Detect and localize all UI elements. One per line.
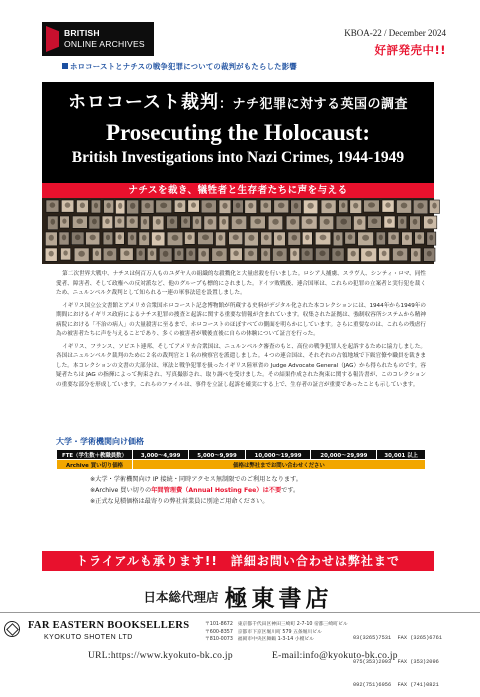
pricing-row-fte bbox=[57, 450, 426, 460]
fte-tier-5: 30,001 以上 bbox=[377, 450, 426, 460]
fte-tier-1: 3,000〜4,999 bbox=[133, 450, 189, 460]
pricing-heading: 大学・学術機関向け価格 bbox=[56, 437, 144, 446]
subtitle bbox=[62, 61, 297, 72]
pricing-row-archive bbox=[57, 460, 426, 470]
agent-label: 日本総代理店 bbox=[143, 589, 219, 605]
pricing-table bbox=[56, 449, 426, 470]
note-3: ※正式な見積価格は最寄りの弊社営業員に別途ご用命ください。 bbox=[90, 498, 269, 505]
address-tokyo: 〒101-8672 東京都千代田区神田三崎町 2-7-10 帝都三崎町ビル bbox=[205, 622, 348, 627]
website-link[interactable]: URL:https://www.kyokuto-bk.co.jp bbox=[88, 651, 233, 661]
note-2-highlight: 年間管理費（Annual Hosting Fee）は不要 bbox=[151, 487, 282, 494]
fte-tier-4: 20,000〜29,999 bbox=[311, 450, 377, 460]
title-english-line2: British Investigations into Nazi Crimes, 1944-1949 bbox=[71, 149, 405, 166]
footer-divider bbox=[0, 612, 480, 613]
note-2-post: です。 bbox=[281, 487, 300, 494]
addresses bbox=[205, 621, 348, 644]
body-text bbox=[56, 270, 426, 393]
paragraph-3: イギリス、フランス、ソビエト連邦、そしてアメリカ合衆国は、ニュルンベルク審査のもと、高位の戦争犯罪人を起訴するために協力しました。各国はニュルンベルク裁判のために２名の裁判官と１名の検察官を派遣しました。４つの連合国は、それぞれの占領地域で下級官僚や職員を裁きました。本コレクションの文書の大部分は、軍法と戦争犯罪を扱ったイギリス陸軍省の Judge Advocate General（JAG）から得られたものです。容疑者たちは JAG の指揮によって拘束され、写真撮影され、取り調べを受けました。その結果作成された拘束に関する報告書が、このコレクションの重要な部分を形成しています。これらのファイルは、事件を立証し起訴を確実にする上で、生存者の証言が重要であったことも示しています。 bbox=[56, 343, 426, 388]
pricing-notes bbox=[90, 474, 302, 507]
note-1: ※大学・学術機関向け IP 接続・同時アクセス無制限でのご利用となります。 bbox=[90, 476, 302, 483]
note-2 bbox=[90, 485, 302, 496]
title-jp-main: ホロコースト裁判 bbox=[67, 92, 220, 113]
address-kyoto: 〒600-8357 京都市下京区堀川町 579 五条堀川ビル bbox=[205, 629, 322, 635]
phone-kyoto: 075(353)2093 FAX (353)2096 bbox=[353, 658, 439, 665]
fte-tier-3: 10,000〜19,999 bbox=[245, 450, 311, 460]
square-bullet-icon bbox=[62, 63, 68, 69]
logo-line1: BRITISH bbox=[64, 28, 100, 38]
memorial-photo-wall bbox=[42, 198, 434, 264]
agent-name: 極東書店 bbox=[224, 586, 333, 612]
archive-price-value: 価格は弊社までお問い合わせください bbox=[133, 460, 426, 470]
note-2-pre: ※Archive 買い切りの bbox=[90, 487, 152, 494]
subtitle-text: ホロコーストとナチスの戦争犯罪についての裁判がもたらした影響 bbox=[70, 62, 297, 71]
archive-price-label: Archive 買い切り価格 bbox=[57, 460, 133, 470]
title-english-line1: Prosecuting the Holocaust: bbox=[105, 120, 371, 145]
far-eastern-logo-icon bbox=[4, 621, 20, 637]
company-name-en: FAR EASTERN BOOKSELLERS bbox=[28, 620, 190, 631]
agent-block bbox=[42, 580, 434, 613]
address-fukuoka: 〒810-0073 福岡市中央区舞鶴 1-3-14 小榎ビル bbox=[205, 637, 314, 643]
title-jp-sub: ：ナチ犯罪に対する英国の調査 bbox=[219, 97, 409, 112]
fte-label: FTE（学生数＋教職員数） bbox=[57, 450, 133, 460]
email-link[interactable]: E-mail:info@kyokuto-bk.co.jp bbox=[272, 651, 398, 661]
company-name-sub: KYOKUTO SHOTEN LTD bbox=[44, 634, 133, 641]
british-online-archives-logo bbox=[42, 22, 154, 56]
title-japanese bbox=[42, 91, 434, 117]
phone-fukuoka: 092(751)6956 FAX (741)0821 bbox=[353, 681, 439, 688]
tagline-band: ナチスを裁き、犠牲者と生存者たちに声を与える bbox=[42, 183, 434, 198]
trial-band: トライアルも承ります!! 詳細お問い合わせは弊社まで bbox=[42, 551, 434, 571]
title-block bbox=[42, 82, 434, 183]
paragraph-1: 第二次世界大戦中、ナチスは何百万人ものユダヤ人の組織的な殺戮化と大量虐殺を行いました。ロシア人捕虜、スラヴ人、シンティ・ロマ、同性愛者、障害者、そして政権への反対派など、他のグループも標的にされました。ドイツ敗戦後、連合国軍は、これらの犯罪の立案者と実行犯を裁くため、ニュルンベルク裁判として知られる一連の軍事法廷を設置しました。 bbox=[56, 271, 426, 296]
sale-badge: 好評発売中!! bbox=[374, 43, 446, 57]
fte-tier-2: 5,000〜9,999 bbox=[189, 450, 245, 460]
logo-mark-icon bbox=[46, 26, 59, 52]
photo-wall-image bbox=[42, 198, 434, 264]
catalog-code: KBOA-22 / December 2024 bbox=[344, 28, 446, 38]
logo-line2: ONLINE ARCHIVES bbox=[64, 39, 145, 49]
logo-text bbox=[64, 28, 145, 50]
phone-tokyo: 03(3265)7531 FAX (3265)6761 bbox=[353, 635, 443, 642]
paragraph-2: イギリス国立公文書館とアメリカ合衆国ホロコースト記念博物館が所蔵する史料がデジタル化された本コレクションには、1944年から1949年の期間におけるイギリス政府によるナチス犯罪の捜査と起訴に関する重要な情報が含まれています。収集された証拠は、強制収容所システムから精神病院における「不治の病人」の大量殺害に至るまで、ホロコーストのほぼすべての側面を明らかにしています。さらに重要なのは、これらの残虐行為の被害者たちに声を与えることであり、多くの被害者が戦後直後に自らの体験について証言を行った。 bbox=[56, 302, 426, 337]
